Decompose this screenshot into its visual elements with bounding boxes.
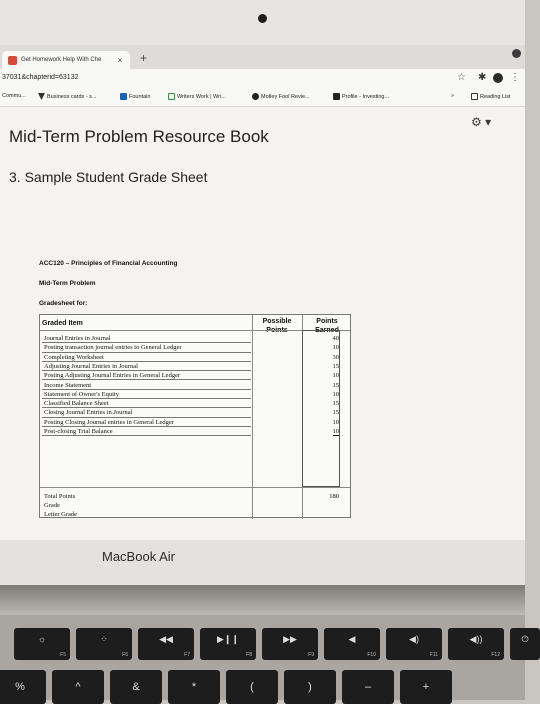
number-row-key[interactable]: + bbox=[400, 670, 452, 704]
bookmarks-overflow-button[interactable]: » bbox=[451, 93, 455, 99]
key-glyph-icon: ◀ bbox=[348, 634, 356, 644]
table-row-points: 15 bbox=[332, 362, 339, 370]
number-row-key[interactable]: & bbox=[110, 670, 162, 704]
page-content bbox=[0, 107, 525, 585]
bookmark-investing[interactable]: Profile - Investing... bbox=[333, 93, 389, 100]
table-row-points: 10 bbox=[332, 428, 339, 435]
function-key[interactable] bbox=[200, 628, 256, 660]
function-key-label: F10 bbox=[367, 652, 376, 658]
key-glyph-icon: ☼ bbox=[37, 634, 47, 644]
gradesheet-for-label: Gradesheet for: bbox=[39, 300, 88, 307]
function-key-label: F8 bbox=[246, 652, 252, 658]
bookmark-commu[interactable]: Commu... bbox=[2, 93, 26, 99]
table-row-points: 30 bbox=[332, 353, 339, 361]
function-key[interactable] bbox=[76, 628, 132, 660]
number-row-key[interactable]: ( bbox=[226, 670, 278, 704]
number-row-key[interactable]: % bbox=[0, 670, 46, 704]
bookmark-business-cards[interactable]: Business cards - s... bbox=[38, 93, 97, 100]
key-glyph-icon: ⁘ bbox=[100, 634, 108, 644]
table-row-points: 10 bbox=[332, 344, 339, 352]
table-row-item: Journal Entries in Journal bbox=[42, 334, 251, 343]
page-title: Mid-Term Problem Resource Book bbox=[9, 127, 269, 146]
bookmark-fountain[interactable]: Fountain bbox=[120, 93, 150, 100]
address-bar[interactable] bbox=[0, 69, 525, 89]
tab-strip bbox=[0, 45, 525, 69]
table-row-item: Income Statement bbox=[42, 381, 251, 390]
key-glyph-icon: ◀)) bbox=[469, 634, 483, 644]
tab-title: Get Homework Help With Che bbox=[21, 57, 102, 63]
table-row-points: 15 bbox=[332, 381, 339, 389]
document-icon bbox=[168, 93, 175, 100]
profile-avatar-icon[interactable] bbox=[493, 73, 503, 83]
reading-list-button[interactable]: Reading List bbox=[471, 93, 511, 100]
function-key-label: F11 bbox=[429, 652, 438, 658]
bookmark-writers-work[interactable]: Writers Work | Wri... bbox=[168, 93, 226, 100]
key-glyph-icon: ◀◀ bbox=[159, 634, 173, 644]
col-header-earned: Points bbox=[316, 318, 338, 325]
function-key[interactable] bbox=[262, 628, 318, 660]
table-row-item: Posting transaction journal entries to General Ledger bbox=[42, 343, 251, 352]
course-name: ACC120 – Principles of Financial Accounting bbox=[39, 260, 178, 267]
table-row-item: Completing Worksheet bbox=[42, 353, 251, 362]
key-glyph-icon: ▶❙❙ bbox=[216, 634, 239, 644]
extension-icon[interactable]: ✱ bbox=[478, 72, 487, 83]
total-points-value: 180 bbox=[329, 493, 339, 500]
fountain-icon bbox=[120, 93, 127, 100]
summary-divider bbox=[40, 487, 350, 488]
total-points-label: Total Points bbox=[44, 493, 76, 500]
column-divider bbox=[252, 315, 253, 519]
function-key-label: F7 bbox=[184, 652, 190, 658]
function-key-label: F5 bbox=[60, 652, 66, 658]
device-label: MacBook Air bbox=[102, 549, 175, 564]
table-row-points: 40 bbox=[332, 335, 339, 342]
function-key[interactable] bbox=[14, 628, 70, 660]
letter-grade-label: Letter Grade bbox=[44, 511, 78, 518]
col-header-possible: Possible bbox=[262, 318, 292, 325]
grade-label: Grade bbox=[44, 502, 60, 509]
table-row-points: 10 bbox=[332, 418, 339, 426]
investing-icon bbox=[333, 93, 340, 100]
new-tab-button[interactable]: + bbox=[140, 51, 148, 65]
key-glyph-icon: ▶▶ bbox=[283, 634, 297, 644]
bookmarks-bar bbox=[0, 89, 525, 107]
table-row-item: Statement of Owner's Equity bbox=[42, 390, 251, 399]
screen bbox=[0, 45, 525, 585]
number-row-key[interactable]: – bbox=[342, 670, 394, 704]
table-row-item: Closing Journal Entries in Journal bbox=[42, 408, 251, 417]
chegg-favicon-icon bbox=[8, 56, 17, 65]
function-key-label: F6 bbox=[122, 652, 128, 658]
bookmark-star-icon[interactable]: ☆ bbox=[457, 72, 466, 83]
settings-gear-icon[interactable]: ⚙ ▾ bbox=[471, 115, 492, 129]
address-url[interactable]: 37031&chapterid=63132 bbox=[2, 74, 79, 81]
bookmark-motley-fool[interactable]: Motley Fool Revie... bbox=[252, 93, 310, 100]
number-row-key[interactable]: ) bbox=[284, 670, 336, 704]
table-row-item: Post-closing Trial Balance bbox=[42, 427, 251, 436]
reading-list-icon bbox=[471, 93, 478, 100]
problem-label: Mid-Term Problem bbox=[39, 280, 96, 287]
laptop-hinge bbox=[0, 585, 525, 615]
motley-fool-icon bbox=[252, 93, 259, 100]
function-key[interactable] bbox=[386, 628, 442, 660]
table-row-points: 15 bbox=[332, 409, 339, 417]
function-key[interactable] bbox=[324, 628, 380, 660]
camera bbox=[258, 14, 267, 23]
function-key-label: F9 bbox=[308, 652, 314, 658]
key-glyph-icon: ◀) bbox=[409, 634, 419, 644]
function-key[interactable] bbox=[448, 628, 504, 660]
section-title: 3. Sample Student Grade Sheet bbox=[9, 169, 208, 185]
window-control-icon[interactable] bbox=[512, 49, 521, 58]
power-key[interactable]: ⏻ bbox=[510, 628, 540, 660]
table-row-points: 10 bbox=[332, 372, 339, 380]
tab-close-icon[interactable]: × bbox=[117, 55, 123, 65]
laptop-top-bezel bbox=[0, 0, 525, 45]
table-row-item: Posting Adjusting Journal Entries in General Ledger bbox=[42, 371, 251, 380]
function-key-label: F12 bbox=[491, 652, 500, 658]
laptop-bottom-bezel bbox=[0, 540, 525, 585]
table-row-item: Adjusting Journal Entries in Journal bbox=[42, 362, 251, 371]
vistaprint-icon bbox=[38, 93, 45, 100]
number-row-key[interactable]: ^ bbox=[52, 670, 104, 704]
browser-tab[interactable] bbox=[2, 51, 130, 69]
function-key[interactable] bbox=[138, 628, 194, 660]
grade-table bbox=[39, 314, 351, 518]
table-row-points: 15 bbox=[332, 400, 339, 408]
number-row-key[interactable]: * bbox=[168, 670, 220, 704]
table-row-item: Posting Closing Journal entries in General Ledger bbox=[42, 418, 251, 427]
menu-kebab-icon[interactable]: ⋮ bbox=[510, 72, 520, 83]
table-row-item: Classified Balance Sheet bbox=[42, 399, 251, 408]
table-row-points: 10 bbox=[332, 390, 339, 398]
col-header-item: Graded Item bbox=[42, 320, 83, 327]
